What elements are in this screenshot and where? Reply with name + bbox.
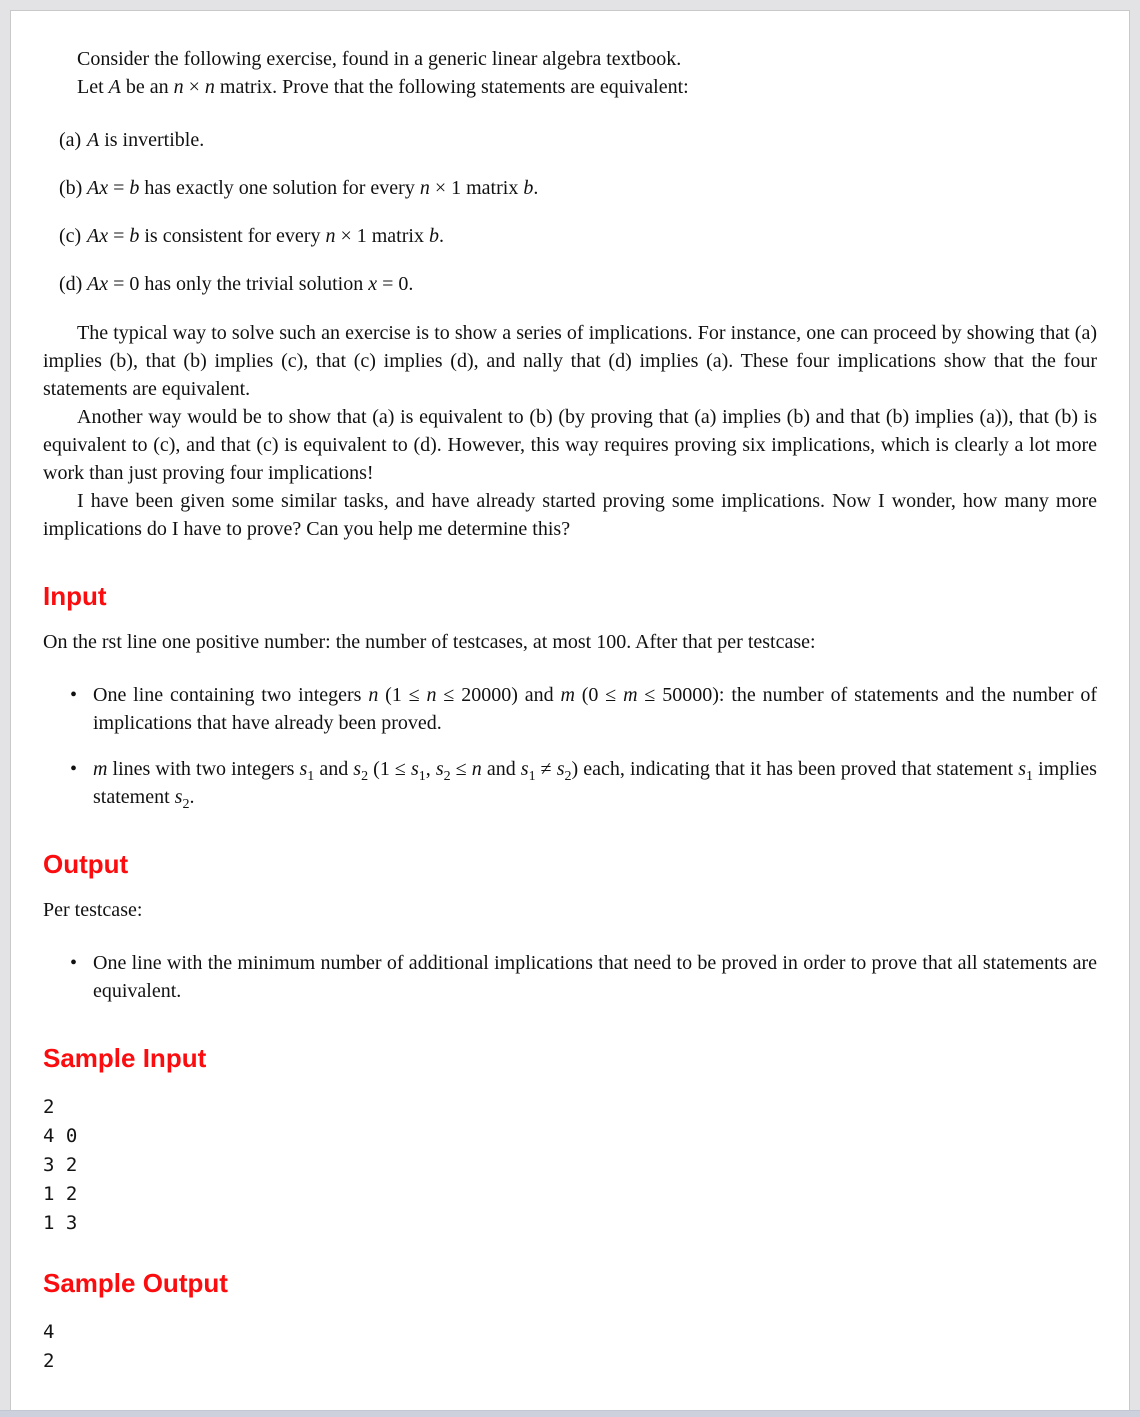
statement-text: Ax = 0 has only the trivial solution x = 0. — [87, 273, 414, 295]
horizontal-scrollbar[interactable] — [0, 1410, 1140, 1417]
bullet-text: One line containing two integers n (1 ≤ n ≤ 20000) and m (0 ≤ m ≤ 50000): the number of statements and the number of implications that have already been proved. — [93, 684, 1097, 734]
statement-text: A is invertible. — [87, 129, 205, 151]
paragraph: I have been given some similar tasks, and have already started proving some implications. Now I wonder, how many more implications do I have to prove? Can you help me determine this? — [43, 490, 1097, 540]
input-section-heading: Input — [43, 581, 107, 611]
output-section-intro: Per testcase: — [43, 899, 143, 921]
statement-item-a — [43, 126, 1097, 154]
bullet-text: One line with the minimum number of additional implications that need to be proved in order to prove that all statements are equivalent. — [93, 952, 1097, 1002]
sample-output-heading: Sample Output — [43, 1268, 228, 1298]
statement-text: Ax = b is consistent for every n × 1 matrix b. — [87, 225, 444, 247]
statement-item-b — [43, 174, 1097, 202]
sample-input-line: 1 2 — [43, 1183, 78, 1205]
statement-label: (c) — [59, 225, 82, 247]
statement-label: (d) — [59, 273, 83, 295]
problem-statement — [11, 11, 1129, 1376]
sample-input-line: 1 3 — [43, 1212, 78, 1234]
document-page — [10, 10, 1130, 1411]
sample-input-line: 3 2 — [43, 1154, 78, 1176]
output-bullet-list — [43, 949, 1097, 1005]
sample-output-line: 4 — [43, 1321, 55, 1343]
sample-input-heading: Sample Input — [43, 1043, 207, 1073]
bullet-icon: • — [70, 684, 78, 706]
sample-output-line: 2 — [43, 1350, 55, 1372]
paragraph: The typical way to solve such an exercise is to show a series of implications. For instance, one can proceed by showing that (a) implies (b), that (b) implies (c), that (c) implies (d), and nally that (d) implies (a). These four implications show that the four statements are equivalent. — [43, 322, 1097, 400]
input-bullet-1 — [43, 681, 1097, 737]
statement-list — [43, 126, 1097, 298]
sample-input-line: 4 0 — [43, 1125, 78, 1147]
sample-input-line: 2 — [43, 1096, 55, 1118]
output-section-heading: Output — [43, 849, 129, 879]
paragraph: Another way would be to show that (a) is equivalent to (b) (by proving that (a) implies (b) and that (b) implies (a)), that (b) is equivalent to (c), and that (c) is equivalent to (d). However, this way requires proving six implications, which is clearly a lot more work than just proving four implications! — [43, 406, 1097, 484]
statement-label: (a) — [59, 129, 82, 151]
output-bullet-1 — [43, 949, 1097, 1005]
bullet-icon: • — [70, 758, 78, 780]
statement-item-d — [43, 270, 1097, 298]
input-bullet-2 — [43, 755, 1097, 811]
statement-label: (b) — [59, 177, 83, 199]
bullet-icon: • — [70, 952, 78, 974]
intro-line-2: Let A be an n × n matrix. Prove that the following statements are equivalent: — [77, 76, 689, 98]
discussion-paragraphs — [43, 319, 1097, 543]
statement-text: Ax = b has exactly one solution for every n × 1 matrix b. — [87, 177, 539, 199]
statement-item-c — [43, 222, 1097, 250]
input-section-intro: On the rst line one positive number: the number of testcases, at most 100. After that per testcase: — [43, 631, 816, 653]
sample-output-block — [43, 1318, 1097, 1376]
sample-input-block — [43, 1093, 1097, 1238]
input-bullet-list — [43, 681, 1097, 811]
intro-line-1: Consider the following exercise, found in a generic linear algebra textbook. — [77, 48, 682, 70]
bullet-text: m lines with two integers $s_1$ and $s_2$ ($1 \le s_1$, $s_2 \le n$ and $s_1 \ne s_2$) each, indicating that it has been proved that statement $s_1$ implies statement $s_2$. — [93, 758, 1097, 812]
